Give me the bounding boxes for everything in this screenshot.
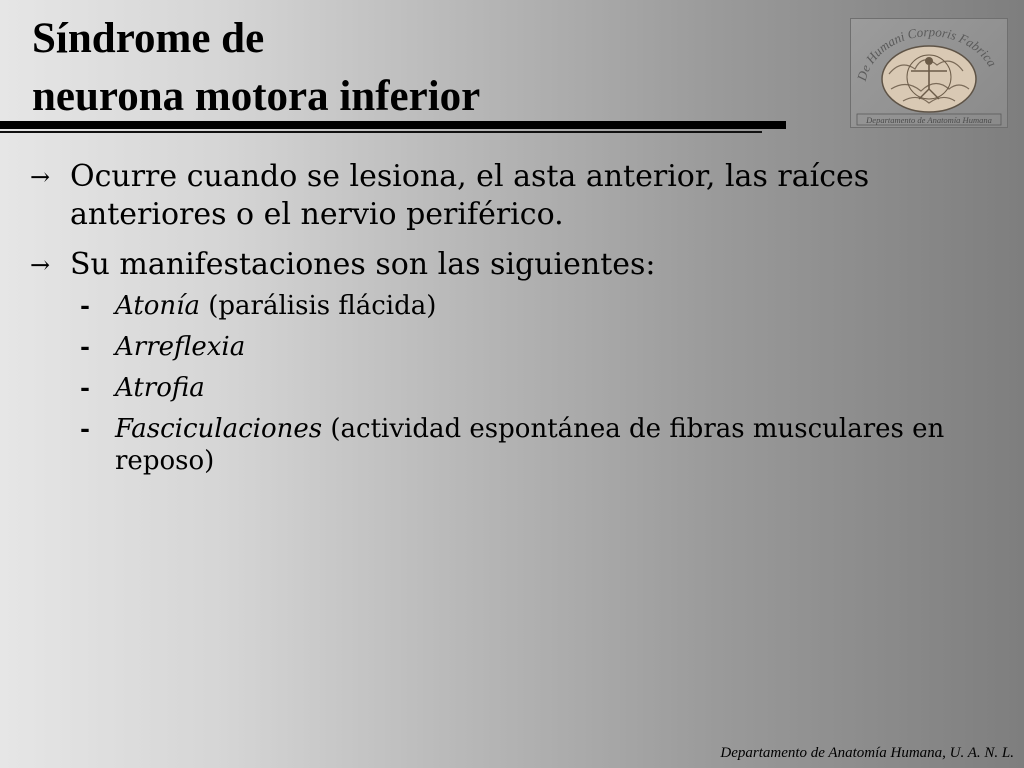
slide-content <box>30 158 990 486</box>
arrow-bullet-icon: → <box>30 163 51 191</box>
arrow-bullet-icon: → <box>30 251 51 279</box>
title-line-1: Síndrome de <box>32 15 265 62</box>
dash-bullet-icon: - <box>80 291 90 320</box>
sub-bullet-list <box>30 290 990 477</box>
title-underline-thick <box>0 121 786 129</box>
sub-bullet-term: Atrofia <box>115 373 205 403</box>
bullet-item <box>30 246 990 284</box>
title-line-2: neurona motora inferior <box>32 73 481 120</box>
sub-bullet-term: Arreflexia <box>115 332 246 362</box>
sub-bullet-item <box>30 290 990 322</box>
dash-bullet-icon: - <box>80 373 90 402</box>
bullet-item <box>30 158 990 234</box>
sub-bullet-term: Fasciculaciones <box>115 414 323 444</box>
title-underline-thin <box>0 131 762 133</box>
bullet-text: Su manifestaciones son las siguientes: <box>70 247 656 282</box>
sub-bullet-detail: (actividad espontánea de fibras musculares en reposo) <box>115 414 945 476</box>
dash-bullet-icon: - <box>80 414 90 443</box>
sub-bullet-term: Atonía <box>115 291 200 321</box>
sub-bullet-item <box>30 331 990 363</box>
sub-bullet-item <box>30 413 990 477</box>
slide-title <box>32 10 480 126</box>
dash-bullet-icon: - <box>80 332 90 361</box>
logo-caption: Departamento de Anatomía Humana <box>866 115 992 125</box>
sub-bullet-item <box>30 372 990 404</box>
department-logo <box>850 18 1008 128</box>
logo-arc-text: De Humani Corporis Fabrica <box>853 24 1000 83</box>
sub-bullet-detail: (parálisis flácida) <box>199 291 437 321</box>
bullet-text: Ocurre cuando se lesiona, el asta anterior, las raíces anteriores o el nervio periférico. <box>70 159 870 232</box>
brain-vitruvian-logo-icon <box>851 19 1007 127</box>
slide-footer: Departamento de Anatomía Humana, U. A. N. L. <box>720 745 1014 761</box>
